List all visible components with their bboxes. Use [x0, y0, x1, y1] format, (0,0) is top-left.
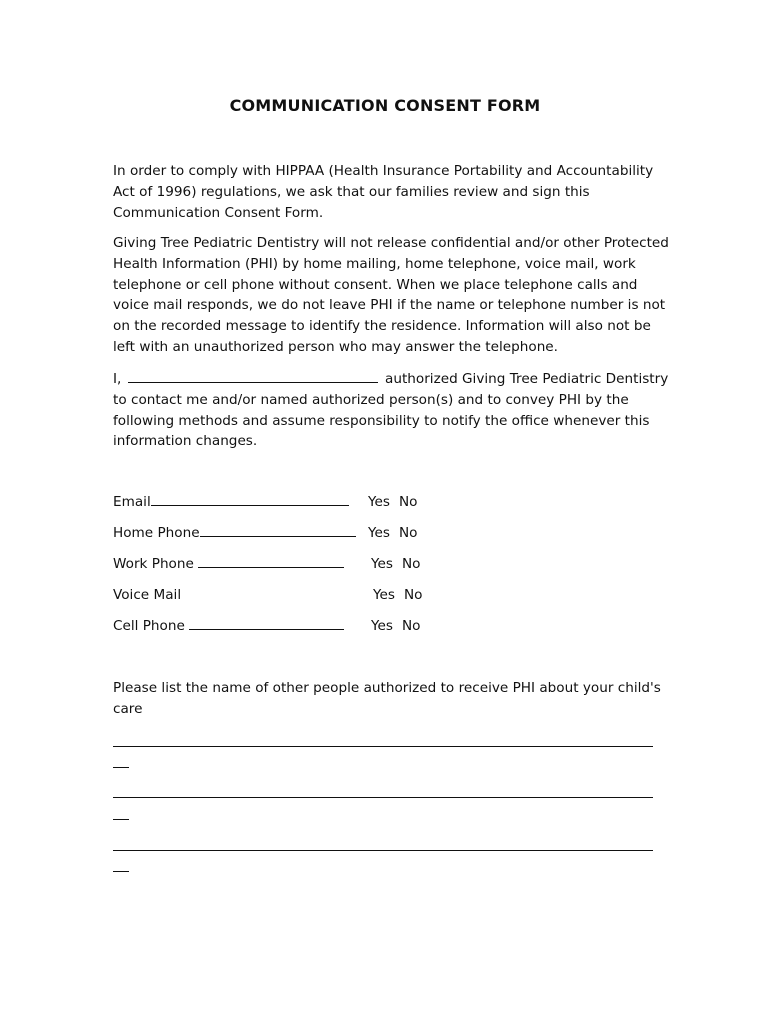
yes-option-cell-phone[interactable]: Yes	[371, 618, 393, 634]
no-option-home-phone[interactable]: No	[398, 525, 418, 541]
authorized-person-line-1[interactable]	[113, 746, 653, 747]
yes-no-email[interactable]	[368, 491, 426, 513]
authorization-prefix: I,	[113, 371, 122, 387]
no-option-voice-mail[interactable]: No	[403, 587, 423, 603]
contact-label-email: Email	[113, 494, 151, 510]
yes-option-work-phone[interactable]: Yes	[371, 556, 393, 572]
authorized-person-line-3-continued[interactable]	[113, 871, 129, 872]
home-phone-entry-line[interactable]	[200, 522, 356, 537]
authorized-person-line-2[interactable]	[113, 797, 653, 798]
authorized-person-line-1-continued[interactable]	[113, 767, 129, 768]
authorization-text: authorized Giving Tree Pediatric Dentistry to contact me and/or named authorized person(s) and to convey PHI by the following methods and assume responsibility to notify the office whenever this information changes.	[113, 371, 669, 450]
form-title: COMMUNICATION CONSENT FORM	[229, 96, 541, 115]
yes-option-home-phone[interactable]: Yes	[368, 525, 390, 541]
privacy-paragraph: Giving Tree Pediatric Dentistry will not release confidential and/or other Protected Health Information (PHI) by home mailing, home telephone, voice mail, work telephone or cell phone without consent. When we place telephone calls and voice mail responds, we do not leave PHI if the name or telephone number is not on the recorded message to identify the residence. Information will also not be left with an unauthorized person who may answer the telephone.	[113, 235, 669, 355]
cell-phone-entry-line[interactable]	[189, 615, 344, 630]
intro-paragraph: In order to comply with HIPPAA (Health Insurance Portability and Accountability Act of 1996) regulations, we ask that our families review and sign this Communication Consent Form.	[113, 163, 654, 221]
contact-label-voice-mail: Voice Mail	[113, 587, 182, 603]
contact-row-home-phone	[113, 522, 443, 544]
yes-no-home-phone[interactable]	[368, 522, 426, 544]
contact-row-cell-phone	[113, 615, 443, 637]
no-option-email[interactable]: No	[398, 494, 418, 510]
email-entry-line[interactable]	[151, 491, 349, 506]
contact-row-work-phone	[113, 553, 443, 575]
yes-option-voice-mail[interactable]: Yes	[373, 587, 395, 603]
yes-no-voice-mail[interactable]	[373, 584, 431, 606]
contact-row-voice-mail	[113, 584, 443, 606]
authorization-paragraph	[113, 368, 673, 452]
no-option-work-phone[interactable]: No	[401, 556, 421, 572]
work-phone-entry-line[interactable]	[198, 553, 344, 568]
contact-label-work-phone: Work Phone	[113, 556, 194, 572]
authorized-people-prompt: Please list the name of other people authorized to receive PHI about your child's care	[113, 680, 661, 717]
authorized-person-line-3[interactable]	[113, 850, 653, 851]
contact-label-cell-phone: Cell Phone	[113, 618, 185, 634]
contact-label-home-phone: Home Phone	[113, 525, 200, 541]
contact-row-email	[113, 491, 443, 513]
yes-no-work-phone[interactable]	[371, 553, 429, 575]
no-option-cell-phone[interactable]: No	[401, 618, 421, 634]
name-signature-line[interactable]	[128, 368, 378, 383]
authorized-person-line-2-continued[interactable]	[113, 819, 129, 820]
yes-no-cell-phone[interactable]	[371, 615, 429, 637]
yes-option-email[interactable]: Yes	[368, 494, 390, 510]
